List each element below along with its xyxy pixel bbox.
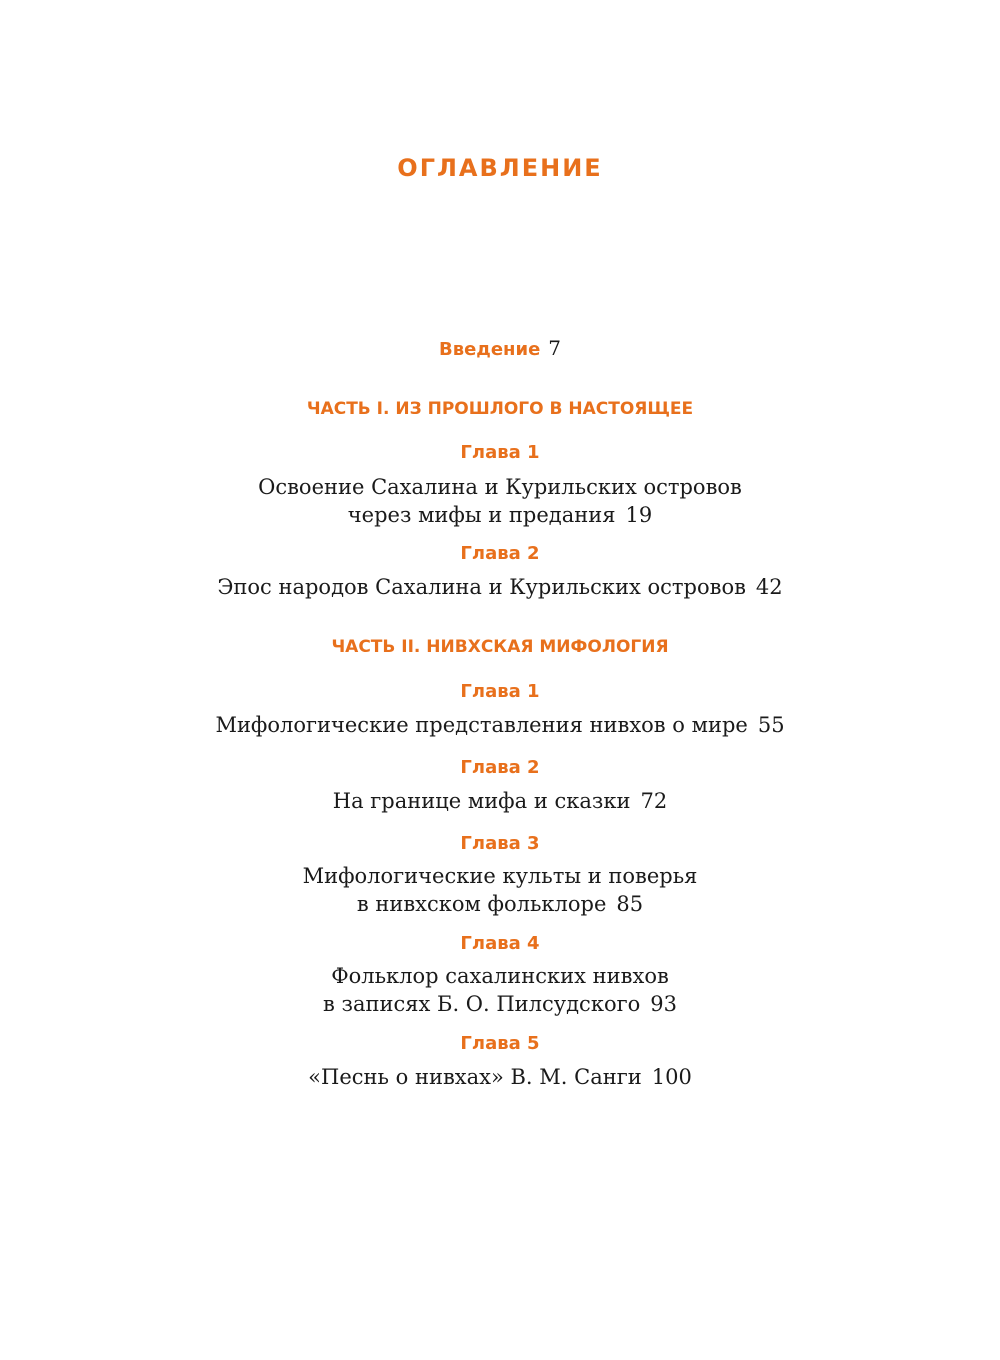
entry-line: Освоение Сахалина и Курильских островов — [258, 475, 742, 499]
intro-label: Введение — [438, 339, 541, 360]
part-2-chapter-5-entry[interactable] — [0, 1063, 1000, 1091]
entry-line: в записях Б. О. Пилсудского — [323, 992, 641, 1016]
part-2-chapter-2-entry[interactable] — [0, 787, 1000, 815]
page-title: ОГЛАВЛЕНИЕ — [397, 154, 603, 182]
entry-line: Эпос народов Сахалина и Курильских островов — [217, 575, 746, 599]
part-1-chapter-1-entry[interactable] — [0, 473, 1000, 529]
page-number: 19 — [625, 503, 653, 527]
entry-line: через мифы и предания — [347, 503, 616, 527]
part-2-chapter-5-label: Глава 5 — [460, 1033, 540, 1054]
part-2-chapter-3-label: Глава 3 — [460, 833, 540, 854]
page-number: 85 — [616, 892, 644, 916]
part-1-chapter-1-label: Глава 1 — [460, 442, 540, 463]
entry-line: «Песнь о нивхах» В. М. Санги — [308, 1065, 642, 1089]
entry-line: Фольклор сахалинских нивхов — [331, 964, 669, 988]
intro-page-number: 7 — [548, 336, 562, 360]
page-number: 93 — [650, 992, 677, 1016]
part-2-title: ЧАСТЬ II. НИВХСКАЯ МИФОЛОГИЯ — [331, 637, 669, 657]
page-number: 42 — [755, 575, 783, 599]
page-number: 72 — [640, 789, 668, 813]
entry-line: На границе мифа и сказки — [332, 789, 631, 813]
part-2-chapter-4-entry[interactable] — [0, 962, 1000, 1018]
part-2-chapter-1-entry[interactable] — [0, 711, 1000, 739]
part-2-chapter-1-label: Глава 1 — [460, 681, 540, 702]
page-number: 55 — [757, 713, 785, 737]
part-1-title: ЧАСТЬ I. ИЗ ПРОШЛОГО В НАСТОЯЩЕЕ — [306, 399, 694, 419]
part-1-chapter-2-label: Глава 2 — [460, 543, 540, 564]
part-2-chapter-2-label: Глава 2 — [460, 757, 540, 778]
page-number: 100 — [651, 1065, 692, 1089]
entry-line: Мифологические представления нивхов о мире — [215, 713, 748, 737]
part-1-chapter-2-entry[interactable] — [0, 573, 1000, 601]
toc-entry-intro[interactable] — [0, 336, 1000, 360]
part-2-chapter-3-entry[interactable] — [0, 862, 1000, 918]
entry-line: в нивхском фольклоре — [356, 892, 607, 916]
entry-line: Мифологические культы и поверья — [302, 864, 698, 888]
part-2-chapter-4-label: Глава 4 — [460, 933, 540, 954]
